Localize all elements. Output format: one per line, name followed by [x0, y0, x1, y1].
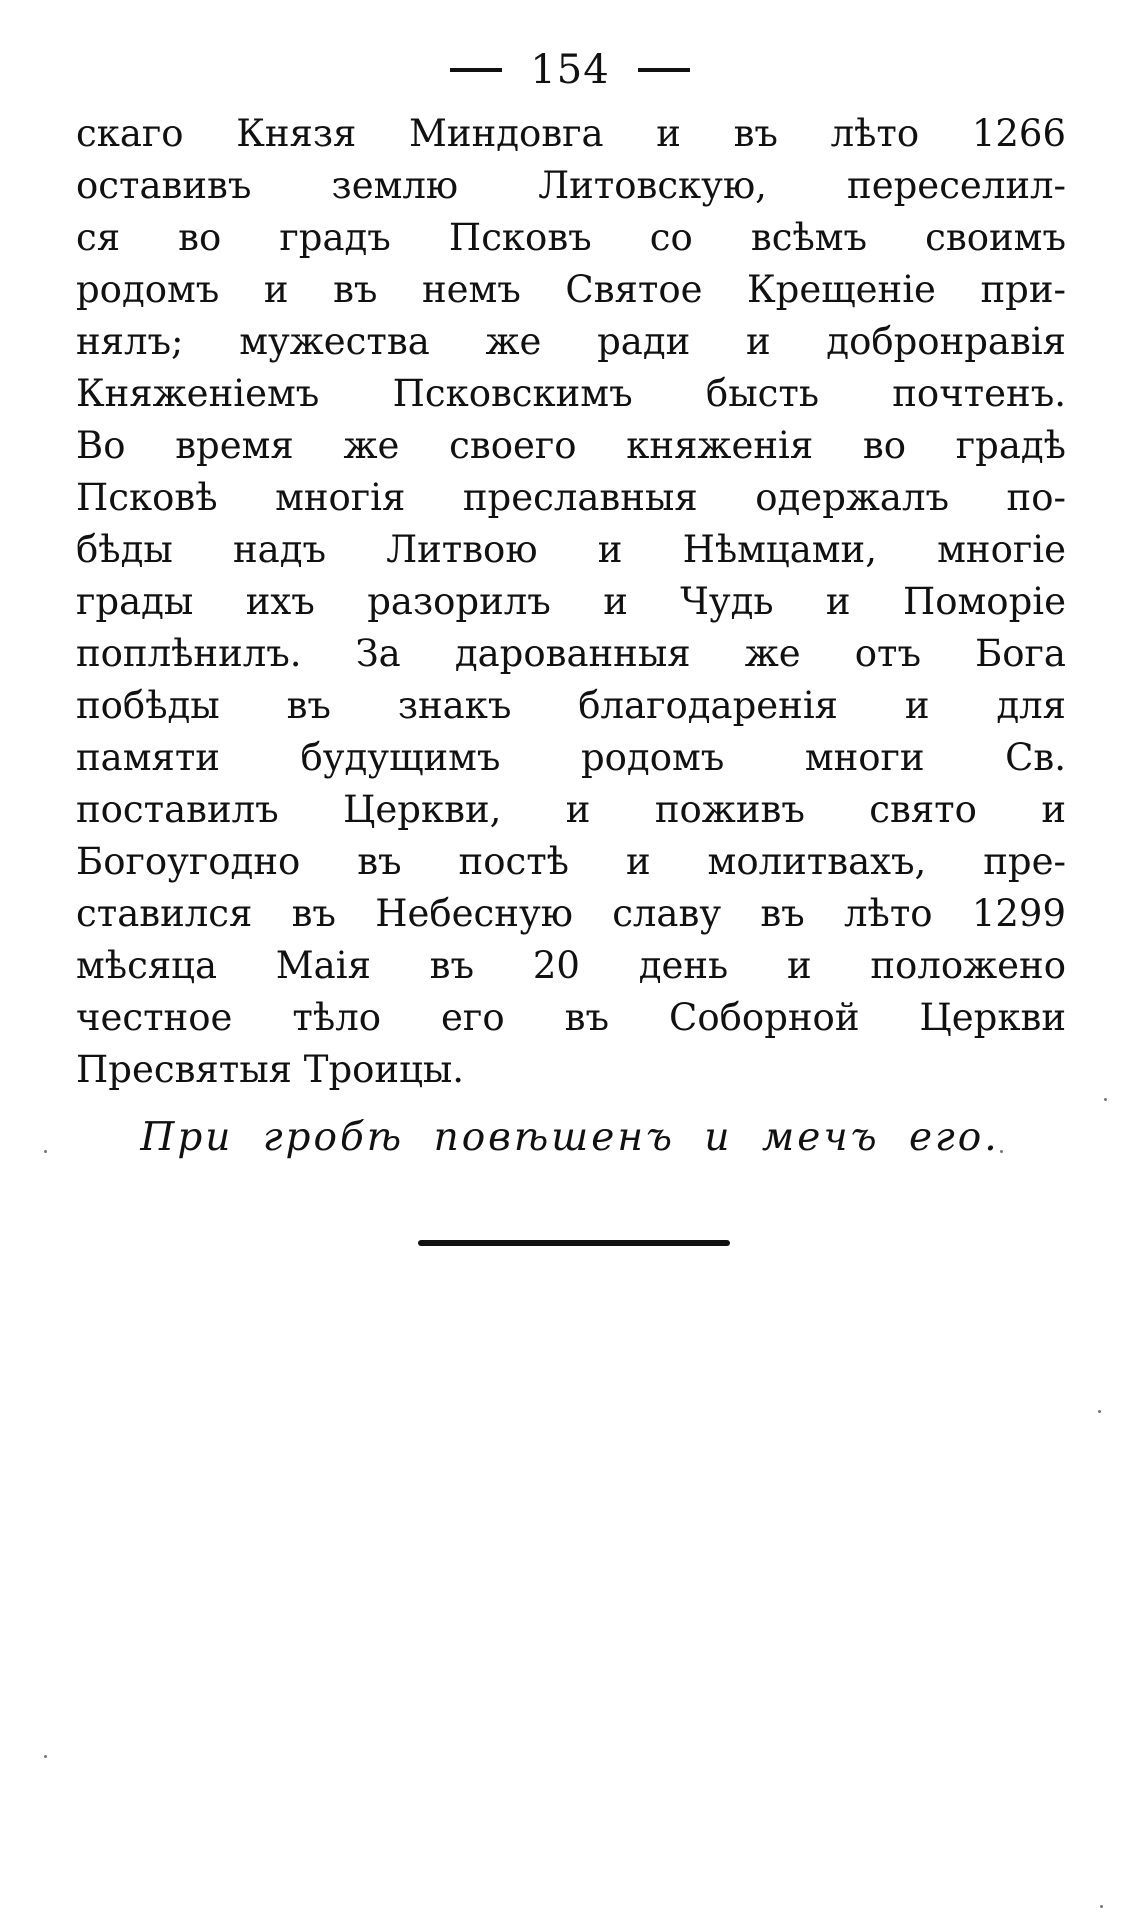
text-line: Княженіемъ Псковскимъ бысть почтенъ.	[76, 372, 1066, 415]
stray-mark	[1098, 1410, 1101, 1413]
text-line: побѣды въ знакъ благодаренія и для	[76, 684, 1066, 727]
text-line: ся во градъ Псковъ со всѣмъ своимъ	[76, 216, 1066, 259]
text-line: памяти будущимъ родомъ многи Св.	[76, 736, 1066, 779]
stray-mark	[1104, 1098, 1107, 1101]
text-line: честное тѣло его въ Соборной Церкви	[76, 996, 1066, 1039]
text-line: бѣды надъ Литвою и Нѣмцами, многіе	[76, 528, 1066, 571]
text-line: скаго Князя Миндовга и въ лѣто 1266	[76, 112, 1066, 155]
body-text	[76, 108, 1066, 1096]
text-line: родомъ и въ немъ Святое Крещеніе при-	[76, 268, 1066, 311]
stray-mark	[1000, 1150, 1003, 1153]
text-line: Во время же своего княженія во градѣ	[76, 424, 1066, 467]
text-line: оставивъ землю Литовскую, переселил-	[76, 164, 1066, 207]
stray-mark	[1100, 1905, 1103, 1908]
text-line: Псковѣ многія преславныя одержалъ по-	[76, 476, 1066, 519]
text-line: поплѣнилъ. За дарованныя же отъ Бога	[76, 632, 1066, 675]
text-line-last: Пресвятыя Троицы.	[76, 1048, 465, 1091]
text-line: нялъ; мужества же ради и добронравія	[76, 320, 1066, 363]
header-dash-right	[638, 68, 690, 72]
stray-mark	[44, 1755, 47, 1758]
page-header	[0, 40, 1140, 100]
text-line: поставилъ Церкви, и поживъ свято и	[76, 788, 1066, 831]
text-line: Богоугодно въ постѣ и молитвахъ, пре-	[76, 840, 1066, 883]
text-line: мѣсяца Маія въ 20 день и положено	[76, 944, 1066, 987]
header-dash-left	[450, 68, 502, 72]
ornament-rule	[418, 1240, 730, 1246]
caption: При гробѣ повѣшенъ и мечъ его.	[140, 1115, 1000, 1160]
text-line: грады ихъ разорилъ и Чудь и Поморіе	[76, 580, 1066, 623]
stray-mark	[44, 1150, 47, 1153]
page-number: 154	[530, 47, 610, 93]
text-line: ставился въ Небесную славу въ лѣто 1299	[76, 892, 1066, 935]
